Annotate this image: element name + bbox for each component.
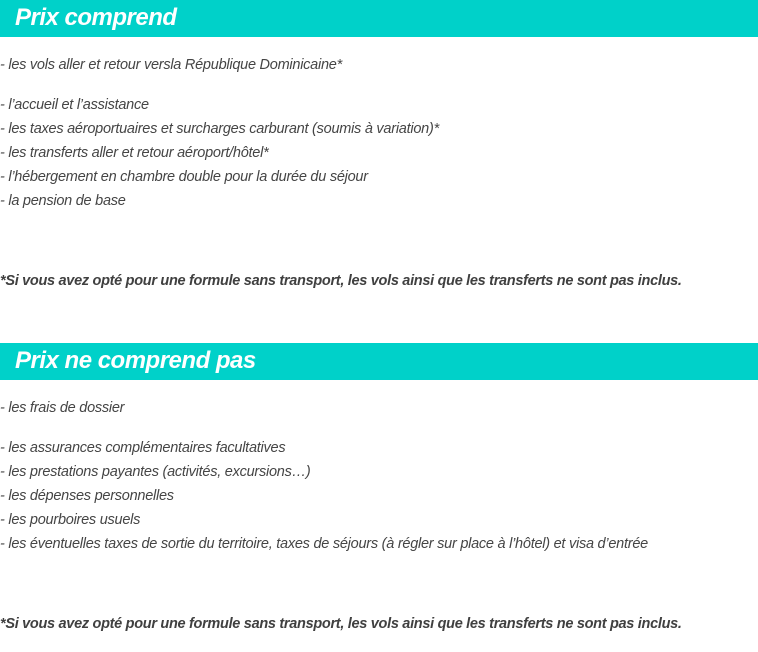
list-item: - la pension de base bbox=[0, 193, 126, 209]
footnote: *Si vous avez opté pour une formule sans transport, les vols ainsi que les transferts ne sont pas inclus. bbox=[0, 273, 682, 289]
section-title: Prix comprend bbox=[15, 4, 177, 31]
list-item: - les vols aller et retour versla République Dominicaine* bbox=[0, 57, 342, 73]
list-item: - les dépenses personnelles bbox=[0, 488, 174, 504]
list-item: - l’hébergement en chambre double pour la durée du séjour bbox=[0, 169, 368, 185]
footnote: *Si vous avez opté pour une formule sans transport, les vols ainsi que les transferts ne sont pas inclus. bbox=[0, 616, 682, 632]
section-header-not-included bbox=[0, 343, 758, 380]
list-item: - les frais de dossier bbox=[0, 400, 125, 416]
list-item: - les prestations payantes (activités, excursions…) bbox=[0, 464, 311, 480]
list-item: - les transferts aller et retour aéroport/hôtel* bbox=[0, 145, 269, 161]
list-item: - l’accueil et l’assistance bbox=[0, 97, 149, 113]
list-item: - les assurances complémentaires facultatives bbox=[0, 440, 286, 456]
list-item: - les éventuelles taxes de sortie du territoire, taxes de séjours (à régler sur place à l’hôtel) et visa d’entrée bbox=[0, 536, 648, 552]
section-header-included bbox=[0, 0, 758, 37]
list-item: - les taxes aéroportuaires et surcharges carburant (soumis à variation)* bbox=[0, 121, 439, 137]
list-item: - les pourboires usuels bbox=[0, 512, 141, 528]
section-title: Prix ne comprend pas bbox=[15, 347, 256, 374]
